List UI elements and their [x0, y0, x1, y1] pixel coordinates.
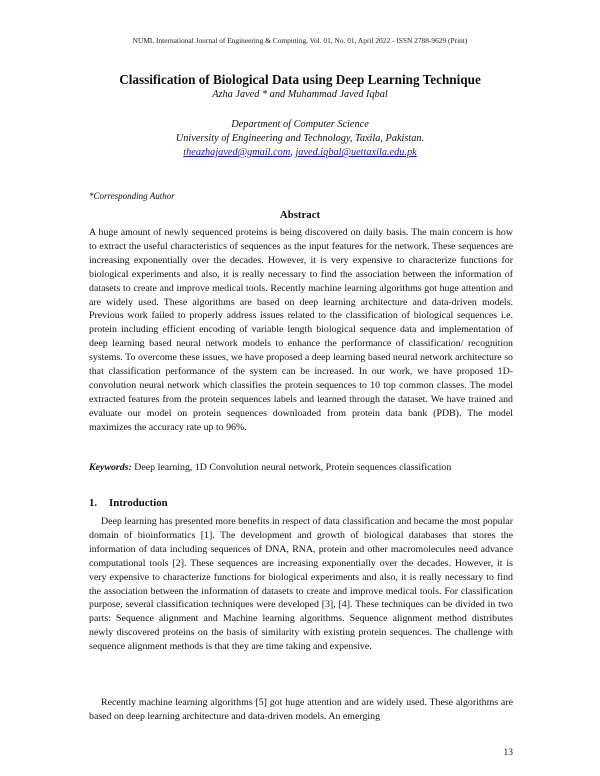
email-separator: ,: [290, 147, 296, 158]
corresponding-author-note: *Corresponding Author: [89, 191, 175, 201]
author-list: Azha Javed * and Muhammad Javed Iqbal: [212, 89, 388, 100]
keywords-line: [89, 462, 513, 473]
abstract-text: A huge amount of newly sequenced proteins is being discovered on daily basis. The main concern is how to extract the useful characteristics of sequences as the input features for the network. These sequences are increasing exponentially over the decades. However, it is very expensive to characterize functions for biological experiments and also, it is really necessary to find the association between the information of datasets to create and improve medical tools. Recently machine learning algorithms got huge attention and are widely used. These algorithms are based on deep learning architecture and data-driven models. Previous work failed to properly address issues related to the classification of biological sequences i.e. protein including efficient encoding of variable length biological sequence data and implementation of deep learning based neural network models to enhance the performance of classification/ recognition systems. To overcome these issues, we have proposed a deep learning based neural network architecture so that classification performance of the system can be increased. In our work, we have proposed 1D-convolution neural network which classifies the protein sequences to 10 top common classes. The model extracted features from the protein sequences labels and learned through the dataset. We have trained and evaluate our model on protein sequences downloaded from protein data bank (PDB). The model maximizes the accuracy rate up to 96%.: [89, 227, 513, 433]
running-head: NUML International Journal of Engineering & Computing, Vol. 01, No. 01, April 2022 - ISSN 2788-9629 (Print): [132, 36, 468, 45]
section-number: 1.: [89, 497, 98, 509]
keywords-text: Deep learning, 1D Convolution neural network, Protein sequences classification: [131, 462, 452, 473]
affiliation-emails: [0, 147, 600, 158]
section-title: Introduction: [109, 497, 168, 509]
email-link-1[interactable]: theazhajaved@gmail.com: [183, 147, 291, 158]
affiliation-university: University of Engineering and Technology, Taxila, Pakistan.: [175, 133, 425, 144]
page-number: 13: [503, 748, 513, 758]
intro-paragraph-2: Recently machine learning algorithms [5] got huge attention and are widely used. These algorithms are based on deep learning architecture and data-driven models. An emerging: [89, 697, 513, 722]
paper-title: Classification of Biological Data using Deep Learning Technique: [119, 72, 481, 87]
section-heading-introduction: [89, 497, 168, 509]
abstract-heading: Abstract: [279, 209, 321, 221]
keywords-label: Keywords:: [89, 462, 132, 473]
affiliation-department: Department of Computer Science: [231, 119, 369, 130]
email-link-2[interactable]: javed.iqbal@uettaxila.edu.pk: [295, 147, 417, 158]
intro-paragraph-1: Deep learning has presented more benefits in respect of data classification and became the most popular domain of bioinformatics [1]. The development and growth of biological databases that stores the information of data including sequences of DNA, RNA, protein and other macromolecules need advance computational tools [2]. These sequences are increasing exponentially over the decades. However, it is very expensive to characterize functions for biological experiments and also, it is really necessary to find the association between the information of datasets to create and improve medical tools. For classification purpose, several classification techniques were developed [3], [4]. These techniques can be divided in two parts: Sequence alignment and Machine learning algorithms. Sequence alignment method distributes newly discovered proteins on the basis of similarity with existing protein sequences. The challenge with sequence alignment methods is that they are time taking and expensive.: [89, 516, 513, 653]
